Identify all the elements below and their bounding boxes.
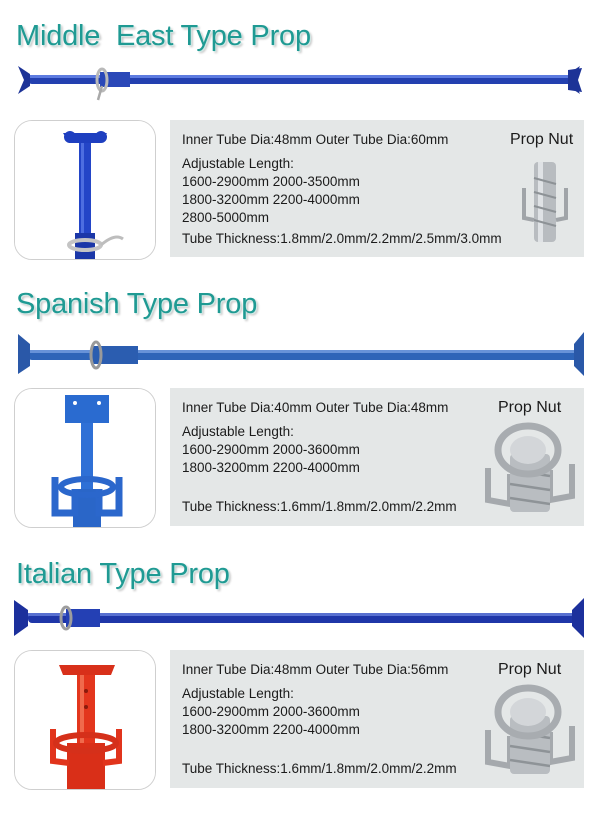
prop-nut-image — [480, 420, 580, 518]
prop-nut-image — [480, 682, 580, 780]
italian-closeup-image — [14, 650, 156, 790]
prop-nut-label: Prop Nut — [498, 399, 562, 416]
spanish-spec-panel — [170, 388, 584, 526]
spanish-prop-image — [0, 330, 600, 378]
tube-thickness: Tube Thickness:1.8mm/2.0mm/2.2mm/2.5mm/3.0mm — [182, 231, 502, 246]
tube-thickness: Tube Thickness:1.6mm/1.8mm/2.0mm/2.2mm — [182, 761, 457, 776]
spanish-closeup-image — [14, 388, 156, 528]
adjustable-length-label: Adjustable Length: — [182, 156, 294, 171]
tube-thickness: Tube Thickness:1.6mm/1.8mm/2.0mm/2.2mm — [182, 499, 457, 514]
italian-spec-panel — [170, 650, 584, 788]
italian-prop-image — [0, 598, 600, 640]
length-row: 1600-2900mm 2000-3600mm — [182, 442, 360, 457]
length-row: 1800-3200mm 2200-4000mm — [182, 460, 360, 475]
length-row: 1800-3200mm 2200-4000mm — [182, 192, 360, 207]
length-row: 1600-2900mm 2000-3500mm — [182, 174, 360, 189]
inner-outer-dia: Inner Tube Dia:48mm Outer Tube Dia:60mm — [182, 132, 449, 147]
prop-nut-image — [514, 158, 580, 248]
section-title-middle-east: Middle East Type Prop — [16, 20, 311, 52]
section-title-spanish: Spanish Type Prop — [16, 288, 258, 320]
prop-nut-label: Prop Nut — [498, 661, 562, 678]
inner-outer-dia: Inner Tube Dia:40mm Outer Tube Dia:48mm — [182, 400, 449, 415]
length-row: 2800-5000mm — [182, 210, 270, 225]
middle-east-spec-panel — [170, 120, 584, 257]
middle-east-prop-image — [0, 60, 600, 102]
length-row: 1800-3200mm 2200-4000mm — [182, 722, 360, 737]
adjustable-length-label: Adjustable Length: — [182, 686, 294, 701]
adjustable-length-label: Adjustable Length: — [182, 424, 294, 439]
length-row: 1600-2900mm 2000-3600mm — [182, 704, 360, 719]
section-title-italian: Italian Type Prop — [16, 558, 230, 590]
prop-nut-label: Prop Nut — [510, 131, 574, 148]
middle-east-closeup-image — [14, 120, 156, 260]
inner-outer-dia: Inner Tube Dia:48mm Outer Tube Dia:56mm — [182, 662, 449, 677]
